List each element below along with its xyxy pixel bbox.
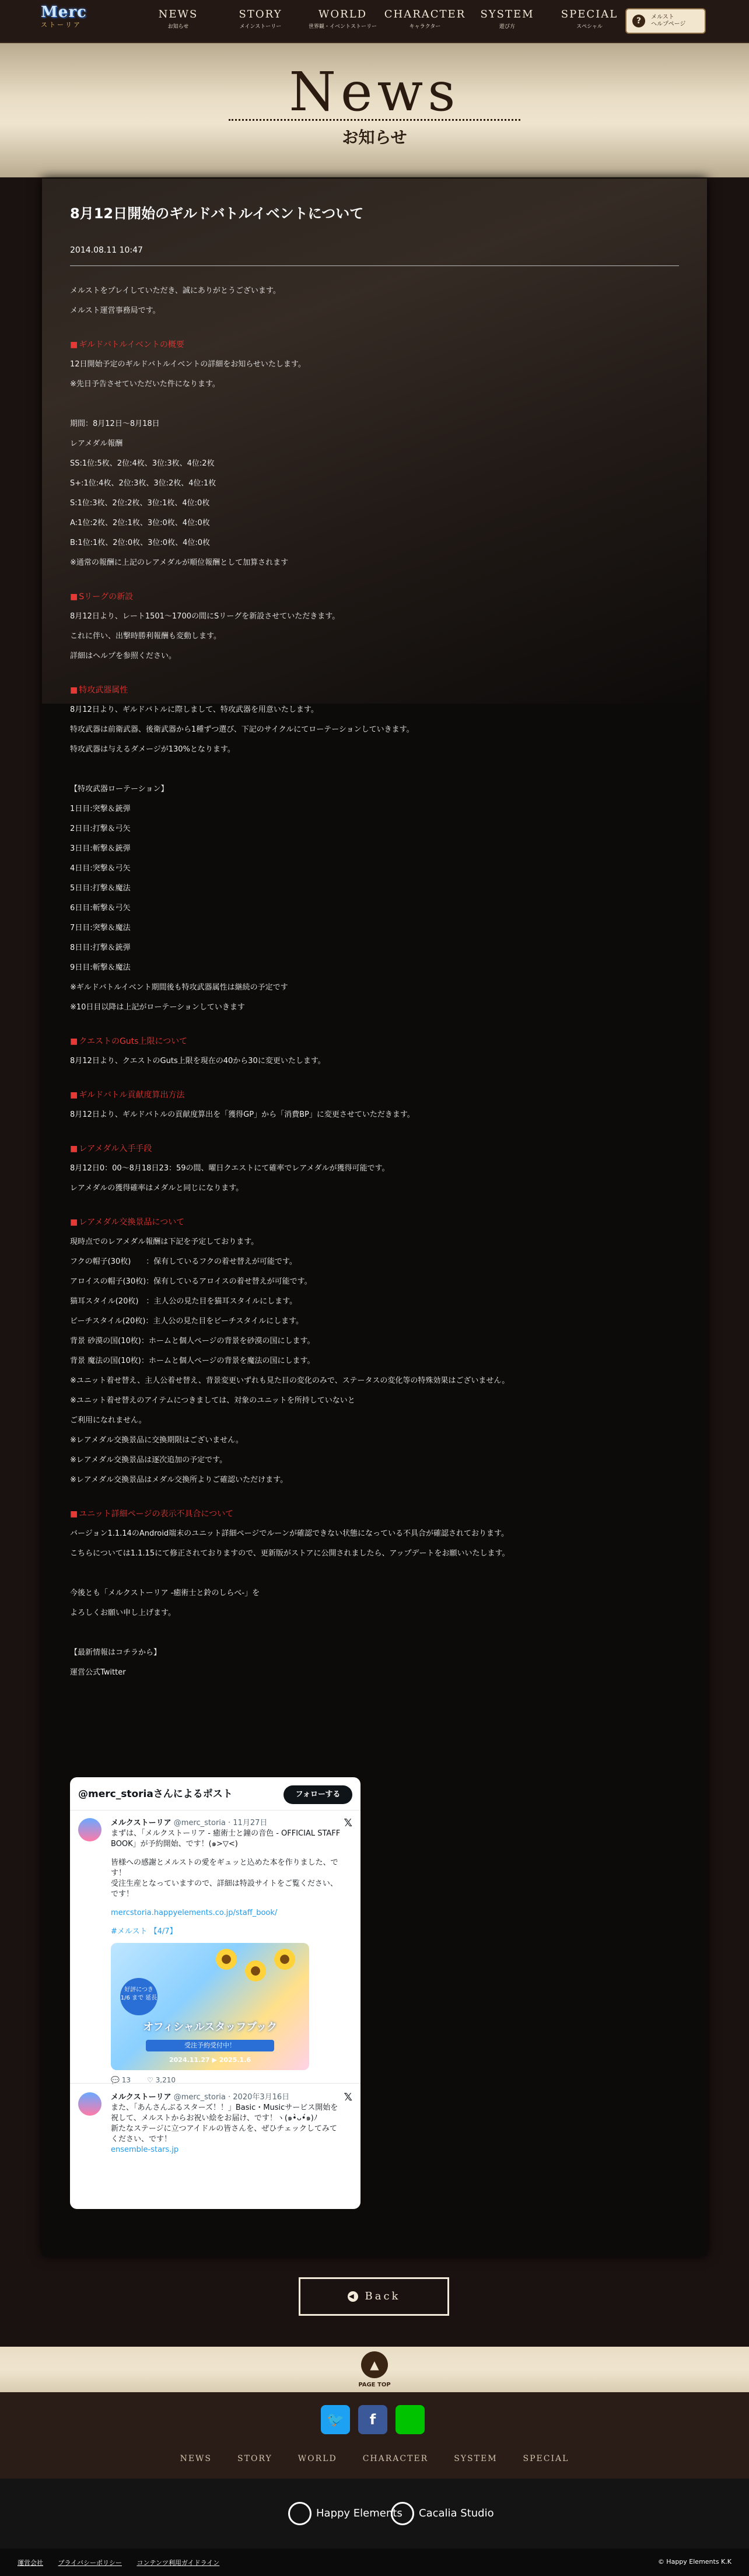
section-body — [70, 1524, 679, 1564]
tweet-body — [111, 2092, 344, 2155]
image-dates: 2024.11.27 ▶ 2025.1.6 — [169, 2056, 251, 2064]
article-info — [70, 1643, 679, 1683]
paragraph: ※先日予告させていただいた件になります。 — [70, 380, 220, 389]
footer-nav-special[interactable]: SPECIAL — [523, 2454, 569, 2463]
help-page-button[interactable] — [625, 8, 706, 34]
image-badge: 好評につき 1/6 まで 延長 — [120, 1978, 158, 2015]
tweet-text: まずは、「メルクストーリア - 癒術士と鐘の音色 - OFFICIAL STAFF BOOK」が予約開始、です！(๑>▽<) — [111, 1829, 341, 1848]
paragraph: 【最新情報はコチラから】 — [70, 1648, 162, 1657]
footer-nav — [0, 2454, 749, 2463]
nav-news-sublabel: お知らせ — [167, 24, 189, 30]
like-button[interactable]: ♡ 3,210 — [147, 2076, 176, 2084]
cacalia-studio-logo[interactable] — [391, 2502, 494, 2525]
section-body — [70, 700, 679, 1018]
paragraph: 背景 魔法の国(10枚)：ホームと個人ページの背景を魔法の国にします。 — [70, 1357, 315, 1365]
paragraph: 1日目:突撃＆銃弾 — [70, 805, 131, 813]
site-header — [0, 0, 749, 43]
paragraph: 8月12日より、ギルドバトルの貢献度算出を「獲得GP」から「消費BP」に変更させていただきます。 — [70, 1110, 415, 1119]
paragraph: 【特攻武器ローテーション】 — [70, 785, 169, 794]
avatar[interactable] — [78, 1818, 102, 1841]
line-icon[interactable] — [396, 2405, 425, 2434]
tweet-author[interactable] — [111, 1818, 344, 1829]
social-links — [321, 2405, 433, 2434]
privacy-policy-link[interactable]: プライバシーポリシー — [58, 2559, 122, 2567]
page-title-band — [0, 43, 749, 177]
spacer — [70, 1623, 679, 1643]
article-divider — [70, 265, 679, 266]
footer-nav-world[interactable]: WORLD — [298, 2454, 337, 2463]
sunflower-icon — [245, 1960, 266, 1981]
tweet-author-name: メルクストーリア — [111, 1819, 172, 1827]
content-guideline-link[interactable]: コンテンツ利用ガイドライン — [136, 2559, 220, 2567]
paragraph: 期間：8月12日〜8月18日 — [70, 420, 160, 428]
page-top-label[interactable]: PAGE TOP — [358, 2382, 391, 2388]
nav-world-label: WORLD — [318, 8, 368, 20]
section-body — [70, 355, 679, 573]
section-heading: ■ ギルドバトルイベントの概要 — [70, 335, 679, 355]
paragraph: バージョン1.1.14のAndroid端末のユニット詳細ページでルーンが確認できない状態になっている不具合が確認されております。 — [70, 1529, 509, 1538]
paragraph: 猫耳スタイル(20枚) ：主人公の見た目を猫耳スタイルにします。 — [70, 1297, 298, 1306]
section-heading: ■ ユニット詳細ページの表示不具合について — [70, 1504, 679, 1524]
paragraph: ※ユニット着せ替え、主人公着せ替え、背景変更いずれも見た目の変化のみで、ステータスの変化等の特殊効果はございません。 — [70, 1376, 510, 1385]
article-date: 2014.08.11 10:47 — [70, 246, 143, 255]
pinwheel-icon — [288, 2502, 312, 2525]
section-heading: ■ Sリーグの新設 — [70, 587, 679, 607]
nav-special-sublabel: スペシャル — [576, 24, 603, 30]
nav-special-label: SPECIAL — [561, 8, 618, 20]
tweet-body — [111, 1818, 344, 2085]
like-count: 3,210 — [155, 2076, 176, 2084]
x-logo-icon[interactable]: 𝕏 — [344, 2091, 352, 2103]
spacer — [111, 1850, 344, 1858]
nav-story[interactable] — [219, 8, 302, 30]
paragraph: ※レアメダル交換景品はメダル交換所よりご確認いただけます。 — [70, 1476, 288, 1484]
twitter-bird-icon[interactable]: 🐦 — [321, 2405, 350, 2434]
paragraph: ※レアメダル交換景品に交換期限はございません。 — [70, 1436, 243, 1445]
tweet-author-name: メルクストーリア — [111, 2093, 172, 2102]
tweet-actions — [111, 2075, 344, 2085]
avatar[interactable] — [78, 2092, 102, 2116]
page-top-band — [0, 2347, 749, 2392]
paragraph: 7日目:突撃＆魔法 — [70, 924, 131, 932]
reply-button[interactable]: 💬 13 — [111, 2076, 131, 2084]
article-panel — [42, 179, 707, 2256]
nav-world-sublabel: 世界観・イベントストーリー — [309, 24, 377, 30]
article-outro — [70, 1584, 679, 1623]
paragraph — [70, 760, 679, 780]
question-icon: ? — [632, 15, 645, 27]
twitter-embed-title: @merc_storiaさんによるポスト — [78, 1788, 233, 1800]
footer-nav-news[interactable]: NEWS — [180, 2454, 212, 2463]
image-caption: オフィシャルスタッフブック — [143, 2021, 277, 2033]
paragraph: レアメダルの獲得確率はメダルと同じになります。 — [70, 1184, 244, 1193]
paragraph: 8月12日より、レート1501〜1700の間にSリーグを新設させていただきます。 — [70, 612, 340, 621]
logo-subtext: ストーリア — [41, 21, 82, 29]
paragraph: A:1位:2枚、2位:1枚、3位:0枚、4位:0枚 — [70, 519, 210, 527]
paragraph: 6日目:斬撃＆弓矢 — [70, 904, 131, 913]
article-intro — [70, 281, 679, 321]
tweet[interactable] — [78, 2092, 352, 2203]
section-heading: ■ クエストのGuts上限について — [70, 1032, 679, 1051]
tweet-divider — [70, 2083, 360, 2084]
section-body — [70, 1051, 679, 1071]
site-footer — [0, 2392, 749, 2479]
paragraph: S+:1位:4枚、2位:3枚、3位:2枚、4位:1枚 — [70, 479, 216, 488]
follow-button[interactable]: フォローする — [284, 1785, 352, 1804]
section-body — [70, 1159, 679, 1198]
nav-story-sublabel: メインストーリー — [239, 24, 282, 30]
help-line2: ヘルプページ — [651, 21, 686, 27]
page-subtitle: お知らせ — [342, 128, 407, 147]
paragraph: 3日目:斬撃＆銃弾 — [70, 844, 131, 853]
paragraph: ご利用になれません。 — [70, 1416, 146, 1425]
paragraph: ※通常の報酬に上記のレアメダルが順位報酬として加算されます — [70, 558, 289, 567]
cacalia-studio-text: Cacalia Studio — [419, 2507, 494, 2519]
paragraph: 4日目:突撃＆弓矢 — [70, 864, 131, 873]
image-caption-sub: 受注予約受付中！ — [146, 2040, 274, 2051]
arrow-up-icon[interactable]: ▲ — [361, 2351, 388, 2378]
spacer — [111, 1918, 344, 1927]
tweet-handle: @merc_storia · 11月27日 — [173, 1819, 268, 1827]
section-heading: ■ レアメダル入手手段 — [70, 1139, 679, 1159]
article-title: 8月12日開始のギルドバトルイベントについて — [70, 205, 364, 222]
sunflower-icon — [216, 1949, 237, 1970]
paragraph: こちらについては1.1.15にて修正されておりますので、更新版がストアに公開されましたら、アップデートをお願いいたします。 — [70, 1549, 510, 1558]
site-logo[interactable] — [41, 4, 105, 39]
paragraph: レアメダル報酬 — [70, 439, 123, 448]
company-link[interactable]: 運営会社 — [18, 2559, 43, 2567]
tweet-link[interactable]: ensemble-stars.jp — [111, 2145, 179, 2154]
tweet-handle: @merc_storia · 2020年3月16日 — [173, 2093, 290, 2102]
back-button-label: Back — [365, 2290, 401, 2302]
paragraph: これに伴い、出撃時勝利報酬も変動します。 — [70, 632, 221, 641]
paragraph: ※ユニット着せ替えのアイテムにつきましては、対象のユニットを所持していないと — [70, 1396, 355, 1405]
paragraph: 2日目:打撃＆弓矢 — [70, 824, 131, 833]
facebook-icon[interactable]: f — [358, 2405, 387, 2434]
paragraph: 今後とも「メルクストーリア -癒術士と鈴のしらべ-」を — [70, 1589, 260, 1598]
paragraph: 8月12日0：00〜8月18日23：59の間、曜日クエストにて確率でレアメダルが獲得可能です。 — [70, 1164, 390, 1173]
paragraph: 背景 砂漠の国(10枚)：ホームと個人ページの背景を砂漠の国にします。 — [70, 1337, 315, 1345]
twitter-embed[interactable] — [70, 1777, 360, 2209]
footer-nav-system[interactable]: SYSTEM — [454, 2454, 498, 2463]
paragraph — [70, 394, 679, 414]
nav-system-sublabel: 遊び方 — [499, 24, 515, 30]
main-nav — [137, 8, 631, 30]
paragraph: よろしくお願い申し上げます。 — [70, 1609, 176, 1617]
paragraph: 8日目:打撃＆銃弾 — [70, 943, 131, 952]
paragraph: S:1位:3枚、2位:2枚、3位:1枚、4位:0枚 — [70, 499, 210, 508]
logo-text: Merc — [41, 4, 87, 21]
chevron-left-icon: ◀ — [348, 2291, 358, 2302]
tweet-hashtag[interactable]: #メルスト 【4/7】 — [111, 1927, 177, 1936]
spacer — [111, 1900, 344, 1908]
paragraph: 12日開始予定のギルドバトルイベントの詳細をお知らせいたします。 — [70, 360, 306, 369]
twitter-label: 運営公式Twitter — [70, 1668, 126, 1677]
nav-special[interactable] — [548, 8, 631, 30]
nav-news-label: NEWS — [158, 8, 198, 20]
nav-system-label: SYSTEM — [480, 8, 534, 20]
happy-elements-logo[interactable] — [288, 2502, 402, 2525]
copyright: © Happy Elements K.K — [657, 2558, 732, 2565]
tweet[interactable] — [78, 1817, 352, 2084]
tweet-text: 受注生産となっていますので、詳細は特設サイトをご覧ください、です！ — [111, 1879, 338, 1899]
paragraph: ※ギルドバトルイベント期間後も特攻武器属性は継続の予定です — [70, 983, 288, 992]
paragraph: 現時点でのレアメダル報酬は下記を予定しております。 — [70, 1238, 259, 1246]
paragraph: ※レアメダル交換景品は逐次追加の予定です。 — [70, 1456, 228, 1464]
tweet-author[interactable] — [111, 2092, 344, 2103]
section-heading: ■ 特攻武器属性 — [70, 680, 679, 700]
help-button-label — [651, 14, 685, 28]
cacalia-icon — [391, 2502, 414, 2525]
paragraph: 8月12日より、ギルドバトルに際しまして、特攻武器を用意いたします。 — [70, 705, 318, 714]
help-line1: メルスト — [651, 14, 674, 20]
happy-elements-text: Happy Elements — [316, 2507, 402, 2519]
paragraph: メルスト運営事務局です。 — [70, 306, 160, 315]
x-logo-icon[interactable]: 𝕏 — [344, 1817, 352, 1829]
nav-system[interactable] — [466, 8, 548, 30]
paragraph: フクの帽子(30枚) ：保有しているフクの着せ替えが可能です。 — [70, 1257, 297, 1266]
brand-logos — [0, 2479, 749, 2549]
sunflower-icon — [274, 1949, 295, 1970]
paragraph: 特攻武器は前衛武器、後衛武器から1種ずつ選び、下記のサイクルにてローテーションしていきます。 — [70, 725, 414, 734]
paragraph: ビーチスタイル(20枚)：主人公の見た目をビーチスタイルにします。 — [70, 1317, 304, 1326]
title-divider — [229, 119, 520, 121]
reply-count: 13 — [121, 2076, 131, 2084]
section-body — [70, 607, 679, 666]
tweet-text: 皆様への感謝とメルストの愛をギュッと込めた本を作りました、です！ — [111, 1858, 338, 1878]
footer-nav-character[interactable]: CHARACTER — [362, 2454, 429, 2463]
nav-character-sublabel: キャラクター — [409, 24, 441, 30]
tweet-image[interactable] — [111, 1943, 309, 2070]
tweet-text: また、「あんさんぶるスターズ！！」Basic・Musicサービス開始を祝して、メルストからお祝い絵をお届け、です！ヽ(๑•̀ᴗ•́๑)ﾉ — [111, 2103, 338, 2123]
paragraph: ※10日目以降は上記がローテーションしていきます — [70, 1003, 245, 1012]
legal-links — [18, 2558, 232, 2567]
section-heading: ■ レアメダル交換景品について — [70, 1212, 679, 1232]
nav-character-label: CHARACTER — [384, 8, 466, 20]
paragraph: 5日目:打撃＆魔法 — [70, 884, 131, 893]
nav-character[interactable] — [384, 8, 466, 30]
footer-bottom — [0, 2549, 749, 2576]
paragraph: 特攻武器は与えるダメージが130%となります。 — [70, 745, 235, 754]
section-body — [70, 1105, 679, 1125]
footer-nav-story[interactable]: STORY — [237, 2454, 272, 2463]
paragraph: アロイスの帽子(30枚)：保有しているアロイスの着せ替えが可能です。 — [70, 1277, 312, 1286]
nav-story-label: STORY — [239, 8, 282, 20]
twitter-embed-header — [70, 1777, 360, 1810]
paragraph: 詳細はヘルプを参照ください。 — [70, 652, 177, 660]
section-body — [70, 1232, 679, 1490]
page-title: News — [289, 61, 460, 123]
nav-world[interactable] — [302, 8, 384, 30]
paragraph: メルストをプレイしていただき、誠にありがとうございます。 — [70, 286, 281, 295]
article — [70, 202, 679, 1683]
back-button[interactable] — [299, 2277, 449, 2316]
paragraph: SS:1位:5枚、2位:4枚、3位:3枚、4位:2枚 — [70, 459, 215, 468]
paragraph: B:1位:1枚、2位:0枚、3位:0枚、4位:0枚 — [70, 539, 210, 547]
tweet-link[interactable]: mercstoria.happyelements.co.jp/staff_book/ — [111, 1909, 278, 1917]
paragraph: 8月12日より、クエストのGuts上限を現在の40から30に変更いたします。 — [70, 1057, 326, 1065]
nav-news[interactable] — [137, 8, 219, 30]
spacer — [70, 1564, 679, 1584]
paragraph: 9日目:斬撃＆魔法 — [70, 963, 131, 972]
tweet-text: 新たなステージに立つアイドルの皆さんを、ぜひチェックしてみてください、です！ — [111, 2124, 337, 2144]
section-heading: ■ ギルドバトル貢献度算出方法 — [70, 1085, 679, 1105]
